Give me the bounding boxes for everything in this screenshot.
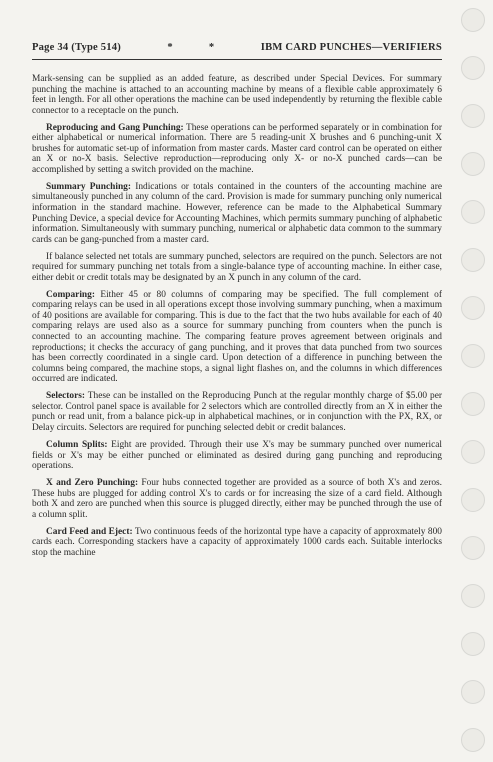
binder-hole bbox=[461, 104, 485, 128]
running-title: IBM CARD PUNCHES—VERIFIERS bbox=[260, 42, 442, 53]
paragraph: Summary Punching: Indications or totals contained in the counters of the accounting machine are simultaneously punched in any column of the card. Provision is made for summary punching only numerical information in the standard machine. However, reference can be made to the Alphabetical Summary Punching Device, a special device for Accounting Machines, which permits summary punching of alphabetic information. Simultaneously with summary punching, numerical or alphabetic data common to the summary cards can be gang-punched from a master card. bbox=[32, 181, 442, 245]
paragraph: Mark-sensing can be supplied as an added feature, as described under Special Devices. For summary punching the machine is attached to an accounting machine by means of a flexible cable approximately 6 feet in length. For all other operations the machine can be used independently by returning the flexible cable connector to a receptacle on the punch. bbox=[32, 74, 442, 116]
paragraph: Column Splits: Eight are provided. Through their use X's may be summary punched over numerical fields or X's may be either punched or eliminated as desired during gang punching and reproducing operations. bbox=[32, 439, 442, 472]
paragraph: Reproducing and Gang Punching: These operations can be performed separately or in combination for either alphabetical or numerical information. There are 5 reading-unit X brushes and 6 punching-unit X brushes for automatic set-up of information from master cards. Master card control can be operated on either an X or no-X basis. Selective reproduction—reproducing only X- or no-X punched cards—can be accomplished by setting a switch provided on the machine. bbox=[32, 122, 442, 175]
binder-hole bbox=[461, 488, 485, 512]
paragraph: If balance selected net totals are summary punched, selectors are required on the punch. Selectors are not required for summary punching net totals from a single-balance type of accounting machine. In either case, either debit or credit totals may be designated by an X punch in any column of the card. bbox=[32, 251, 442, 283]
header-rule bbox=[32, 59, 442, 60]
paragraph-heading: Reproducing and Gang Punching: bbox=[46, 122, 184, 133]
binder-hole bbox=[461, 296, 485, 320]
binder-hole bbox=[461, 728, 485, 752]
paragraph-heading: X and Zero Punching: bbox=[46, 478, 139, 489]
header-ornaments bbox=[155, 42, 226, 53]
binder-hole bbox=[461, 680, 485, 704]
paragraph: Comparing: Either 45 or 80 columns of comparing may be specified. The full complement of comparing relays can be used in all operations except those involving summary punching, when a maximum of 40 positions are available for comparing. This is due to the fact that the two hubs available for each of 40 comparing relays are used also as a source for summary punching from counters when the punch is connected to an accounting machine. The comparing feature proves agreement between originals and reproductions; it checks the accuracy of gang punching, and it proves that data punched from two sources has been correctly coordinated in a single card. Upon detection of a difference in punching between the columns being compared, the machine stops, a signal light flashes on, and the columns in which differences occurred are indicated. bbox=[32, 289, 442, 385]
header-star: * bbox=[208, 42, 215, 53]
binder-holes bbox=[459, 0, 485, 762]
binder-hole bbox=[461, 56, 485, 80]
paragraph-heading: Column Splits: bbox=[46, 439, 108, 450]
paragraph-heading: Comparing: bbox=[46, 289, 95, 300]
page-header bbox=[32, 42, 442, 53]
binder-hole bbox=[461, 536, 485, 560]
paragraph: X and Zero Punching: Four hubs connected together are provided as a source of both X's and zeros. These hubs are plugged for adding control X's to cards or for increasing the size of a card field. Although both X and zero are punched when this source is plugged directly, either may be punched through the use of a column split. bbox=[32, 478, 443, 520]
body-text bbox=[32, 74, 442, 565]
binder-hole bbox=[461, 152, 485, 176]
binder-hole bbox=[461, 344, 485, 368]
paragraph: Selectors: These can be installed on the Reproducing Punch at the regular monthly charge of $5.00 per selector. Control panel space is available for 2 selectors which are controlled directly from an X in either the punch or read unit, from a balance pick-up in alphabetical machines, or in conjunction with the PX, RX, or Delay circuits. Selectors are required for punching selected debit or credit balances. bbox=[32, 391, 442, 433]
binder-hole bbox=[461, 200, 485, 224]
binder-hole bbox=[461, 248, 485, 272]
binder-hole bbox=[461, 8, 485, 32]
paragraph-heading: Card Feed and Eject: bbox=[46, 526, 133, 537]
binder-hole bbox=[461, 584, 485, 608]
paragraph-heading: Selectors: bbox=[46, 391, 86, 402]
binder-hole bbox=[461, 632, 485, 656]
binder-hole bbox=[461, 440, 485, 464]
header-star: * bbox=[167, 42, 173, 53]
binder-hole bbox=[461, 392, 485, 416]
paragraph: Card Feed and Eject: Two continuous feeds of the horizontal type have a capacity of approxmately 800 cards each. Corresponding stackers have a capacity of approximately 1000 cards each. Suitable interlocks stop the machine bbox=[32, 526, 442, 558]
page-number: Page 34 (Type 514) bbox=[32, 42, 122, 53]
paragraph-heading: Summary Punching: bbox=[46, 181, 131, 192]
